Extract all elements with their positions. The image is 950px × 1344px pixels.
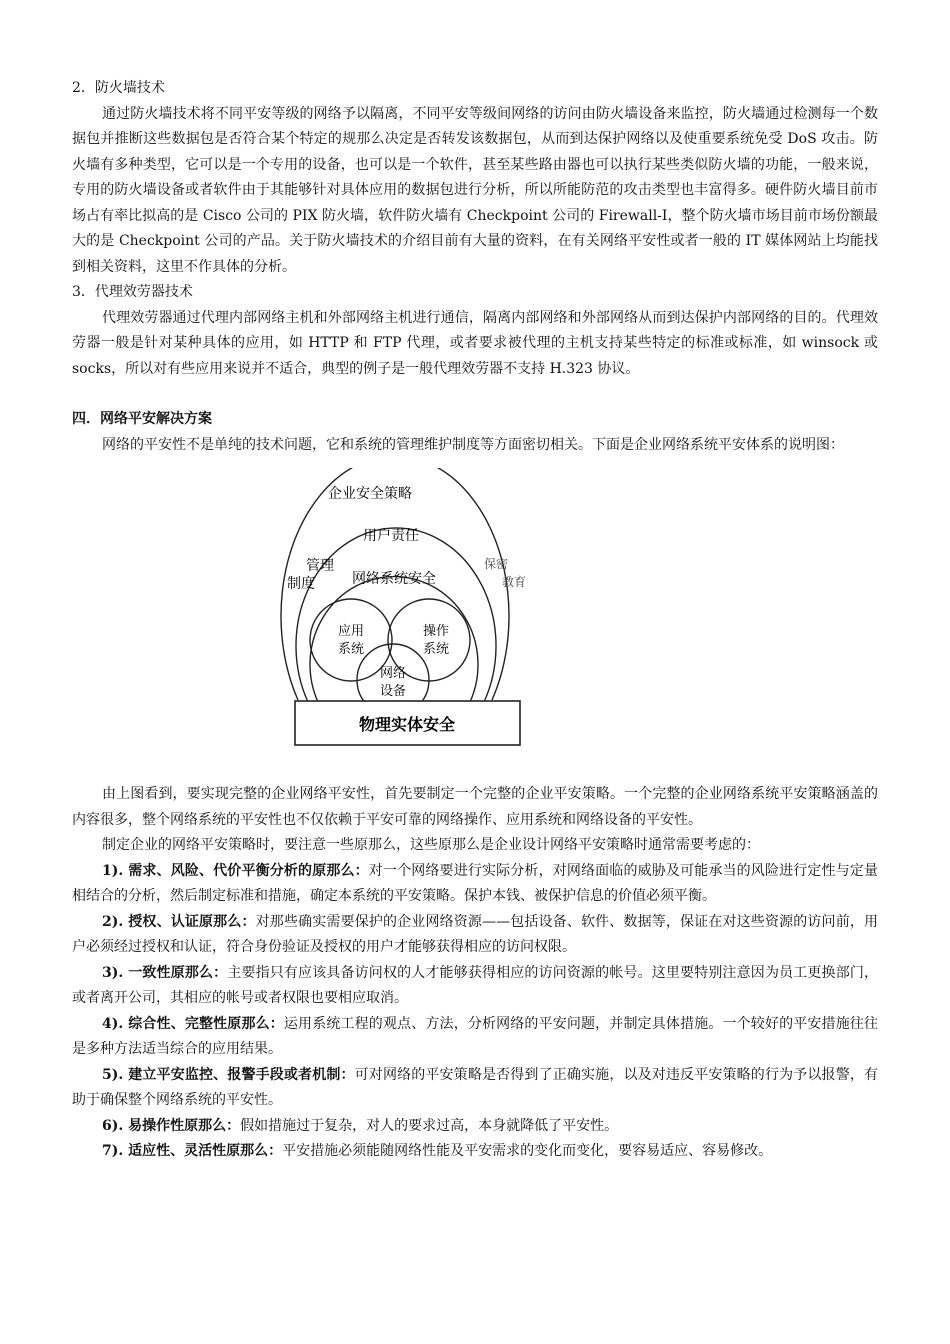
principle-text: 运用系统工程的观点、方法，分析网络的平安问题，并制定具体措施。一个较好的平安措施往往是多种方法适当综合的应用结果。 — [72, 1015, 878, 1057]
diagram-device-label-2: 设备 — [379, 684, 407, 699]
diagram-secret-label-2: 教育 — [501, 575, 527, 589]
section-2-body: 通过防火墙技术将不同平安等级的网络予以隔离，不同平安等级间网络的访问由防火墙设备来监控，防火墙通过检测每一个数据包并推断这些数据包是否符合某个特定的规那么决定是否转发该数据包，从而到达保护网络以及使重要系统免受 DoS 攻击。防火墙有多种类型，它可以是一个专用的设备，也可以是一个软件，甚至某些路由器也可以执行某些类似防火墙的功能，一般来说，专用的防火墙设备或者软件由于其能够针对具体应用的数据包进行分析，所以所能防范的攻击类型也丰富得多。硬件防火墙目前市场占有率比拟高的是 Cisco 公司的 PIX 防火墙，软件防火墙有 Checkpoint 公司的 Firewall-I，整个防火墙市场目前市场份额最大的是 Checkpoint 公司的产品。关于防火墙技术的介绍目前有大量的资料，在有关网络平安性或者一般的 IT 媒体网站上均能找到相关资料，这里不作具体的分析。 — [72, 105, 878, 275]
diagram-base-label: 物理实体安全 — [358, 715, 456, 734]
diagram-svg — [258, 468, 528, 768]
diagram-secret-label-1: 保密 — [483, 557, 509, 571]
principle-text: 主要指只有应该具备访问权的人才能够获得相应的访问资源的帐号。这里要特别注意因为员工更换部门，或者离开公司，其相应的帐号或者权限也要相应取消。 — [72, 964, 878, 1006]
after-figure-paragraph-2: 制定企业的网络平安策略时，要注意一些原那么，这些原那么是企业设计网络平安策略时通常需要考虑的： — [102, 837, 760, 853]
section-3-body: 代理效劳器通过代理内部网络主机和外部网络主机进行通信，隔离内部网络和外部网络从而到达保护内部网络的目的。代理效劳器一般是针对某种具体的应用，如 HTTP 和 FTP 代理，或者要求被代理的主机支持某些特定的标准或标准，如 winsock 或 socks，所以对有些应用来说并不适合，典型的例子是一般代理效劳器不支持 H.323 协议。 — [72, 309, 878, 377]
principle-text: 对一个网络要进行实际分析，对网络面临的威胁及可能承当的风险进行定性与定量相结合的分析，然后制定标准和措施，确定本系统的平安策略。保护本钱、被保护信息的价值必须平衡。 — [72, 862, 878, 904]
diagram-network-security-label: 网络系统安全 — [352, 571, 436, 587]
diagram-app-label-2: 系统 — [337, 642, 365, 657]
after-figure-paragraph-1: 由上图看到，要实现完整的企业网络平安性，首先要制定一个完整的企业平安策略。一个完整的企业网络系统平安策略涵盖的内容很多，整个网络系统的平安性也不仅依赖于平安可靠的网络操作、应用系统和网络设备的平安性。 — [72, 786, 878, 828]
diagram-mgmt-label-1: 管理 — [306, 558, 334, 574]
principle-text: 对那些确实需要保护的企业网络资源——包括设备、软件、数据等，保证在对这些资源的访问前，用户必须经过授权和认证，符合身份验证及授权的用户才能够获得相应的访问权限。 — [72, 913, 878, 955]
section-4-intro: 网络的平安性不是单纯的技术问题，它和系统的管理维护制度等方面密切相关。下面是企业网络系统平安体系的说明图： — [102, 436, 844, 453]
diagram-mgmt-label-2: 制度 — [287, 576, 315, 592]
principle-label: 4). 综合性、完整性原那么： — [102, 1015, 284, 1032]
section-2-heading: 2．防火墙技术 — [72, 80, 165, 96]
diagram-device-label-1: 网络 — [379, 666, 407, 681]
principle-item — [72, 1063, 878, 1114]
section-3-heading: 3．代理效劳器技术 — [72, 284, 193, 300]
principle-label: 3). 一致性原那么： — [102, 964, 228, 981]
principle-item — [72, 961, 878, 1012]
principle-label: 7). 适应性、灵活性原那么： — [102, 1143, 283, 1159]
diagram-os-label-1: 操作 — [422, 624, 450, 639]
diagram-app-label-1: 应用 — [337, 624, 365, 639]
principle-item — [72, 859, 878, 910]
diagram-outer-label: 企业安全策略 — [328, 486, 412, 502]
diagram-user-label: 用户责任 — [363, 528, 419, 544]
principle-item — [72, 910, 878, 961]
principle-label: 2). 授权、认证原那么： — [102, 913, 256, 930]
principle-label: 1). 需求、风险、代价平衡分析的原那么： — [102, 862, 369, 879]
principle-text: 假如措施过于复杂，对人的要求过高，本身就降低了平安性。 — [240, 1117, 619, 1134]
principle-label: 6). 易操作性原那么： — [102, 1117, 241, 1134]
principle-label: 5). 建立平安监控、报警手段或者机制： — [102, 1066, 355, 1083]
principle-text: 平安措施必须能随网络性能及平安需求的变化而变化，要容易适应、容易修改。 — [282, 1143, 773, 1159]
principle-item — [72, 1114, 878, 1140]
security-system-diagram — [72, 468, 878, 768]
principle-text: 可对网络的平安策略是否得到了正确实施，以及对违反平安策略的行为予以报警，有助于确保整个网络系统的平安性。 — [72, 1066, 878, 1108]
diagram-os-label-2: 系统 — [422, 642, 450, 657]
document-page — [72, 76, 878, 1165]
principle-item — [72, 1139, 878, 1165]
principle-item — [72, 1012, 878, 1063]
section-4-title: 四．网络平安解决方案 — [72, 411, 212, 427]
